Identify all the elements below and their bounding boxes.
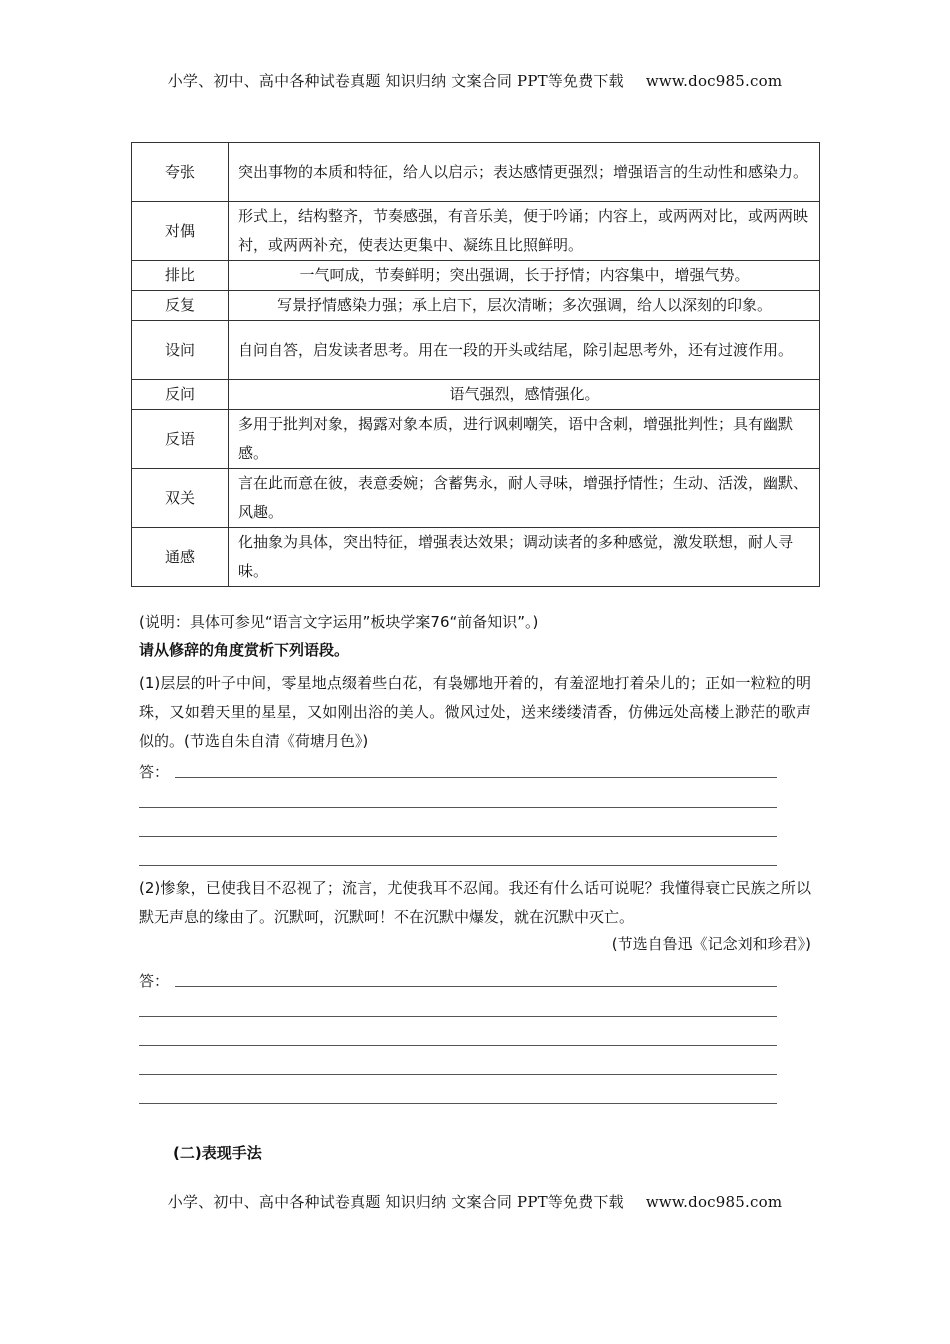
rhetoric-desc: 化抽象为具体，突出特征，增强表达效果；调动读者的多种感觉，激发联想，耐人寻味。 (229, 528, 820, 587)
rhetoric-desc: 言在此而意在彼，表意委婉；含蓄隽永，耐人寻味，增强抒情性；生动、活泼，幽默、风趣。 (229, 469, 820, 528)
answer-line (139, 865, 777, 866)
footer-text: 小学、初中、高中各种试卷真题 知识归纳 文案合同 PPT等免费下载 (167, 1193, 624, 1211)
rhetoric-desc: 突出事物的本质和特征，给人以启示；表达感情更强烈；增强语言的生动性和感染力。 (229, 143, 820, 202)
table-row (132, 410, 820, 469)
rhetoric-desc: 形式上，结构整齐，节奏感强，有音乐美，便于吟诵；内容上，或两两对比，或两两映衬，或两两补充，使表达更集中、凝练且比照鲜明。 (229, 202, 820, 261)
table-row (132, 528, 820, 587)
answer-line (139, 836, 777, 837)
answer-line (175, 777, 777, 778)
note-text: (说明：具体可参见“语言文字运用”板块学案76“前备知识”。) (139, 613, 539, 631)
rhetoric-name: 反问 (132, 380, 229, 410)
rhetoric-desc: 一气呵成，节奏鲜明；突出强调，长于抒情；内容集中，增强气势。 (229, 261, 820, 291)
table-row (132, 321, 820, 380)
answer-line (175, 986, 777, 987)
rhetoric-desc: 写景抒情感染力强；承上启下，层次清晰；多次强调，给人以深刻的印象。 (229, 291, 820, 321)
rhetoric-name: 夸张 (132, 143, 229, 202)
answer-line (139, 807, 777, 808)
question-2-source: (节选自鲁迅《记念刘和珍君》) (611, 935, 811, 953)
rhetoric-desc: 语气强烈，感情强化。 (229, 380, 820, 410)
answer-label: 答： (139, 763, 170, 781)
question-2-passage: (2)惨象，已使我目不忍视了；流言，尤使我耳不忍闻。我还有什么话可说呢？我懂得衰亡民族之所以默无声息的缘由了。沉默呵，沉默呵！不在沉默中爆发，就在沉默中灭亡。 (139, 879, 811, 926)
header-site[interactable]: www.doc985.com (645, 72, 783, 90)
rhetoric-name: 反语 (132, 410, 229, 469)
rhetoric-table (131, 142, 820, 587)
table-row (132, 261, 820, 291)
section-heading: (二)表现手法 (173, 1144, 262, 1162)
table-row (132, 143, 820, 202)
rhetoric-desc: 自问自答，启发读者思考。用在一段的开头或结尾，除引起思考外，还有过渡作用。 (229, 321, 820, 380)
answer-line (139, 1074, 777, 1075)
footer-site[interactable]: www.doc985.com (645, 1193, 783, 1211)
answer-line (139, 1103, 777, 1104)
header-text: 小学、初中、高中各种试卷真题 知识归纳 文案合同 PPT等免费下载 (167, 72, 624, 90)
rhetoric-name: 排比 (132, 261, 229, 291)
rhetoric-name: 对偶 (132, 202, 229, 261)
answer-line (139, 1045, 777, 1046)
table-row (132, 202, 820, 261)
page-header (0, 70, 950, 91)
table-row (132, 380, 820, 410)
answer-label: 答： (139, 972, 170, 990)
question-prompt: 请从修辞的角度赏析下列语段。 (139, 641, 350, 659)
rhetoric-name: 双关 (132, 469, 229, 528)
rhetoric-name: 通感 (132, 528, 229, 587)
question-1-passage: (1)层层的叶子中间，零星地点缀着些白花，有袅娜地开着的，有羞涩地打着朵儿的；正如一粒粒的明珠，又如碧天里的星星，又如刚出浴的美人。微风过处，送来缕缕清香，仿佛远处高楼上渺茫的歌声似的。(节选自朱自清《荷塘月色》) (139, 674, 811, 750)
rhetoric-name: 设问 (132, 321, 229, 380)
answer-line (139, 1016, 777, 1017)
table-row (132, 469, 820, 528)
page-footer (0, 1191, 950, 1212)
rhetoric-name: 反复 (132, 291, 229, 321)
table-row (132, 291, 820, 321)
rhetoric-desc: 多用于批判对象，揭露对象本质，进行讽刺嘲笑，语中含刺，增强批判性；具有幽默感。 (229, 410, 820, 469)
